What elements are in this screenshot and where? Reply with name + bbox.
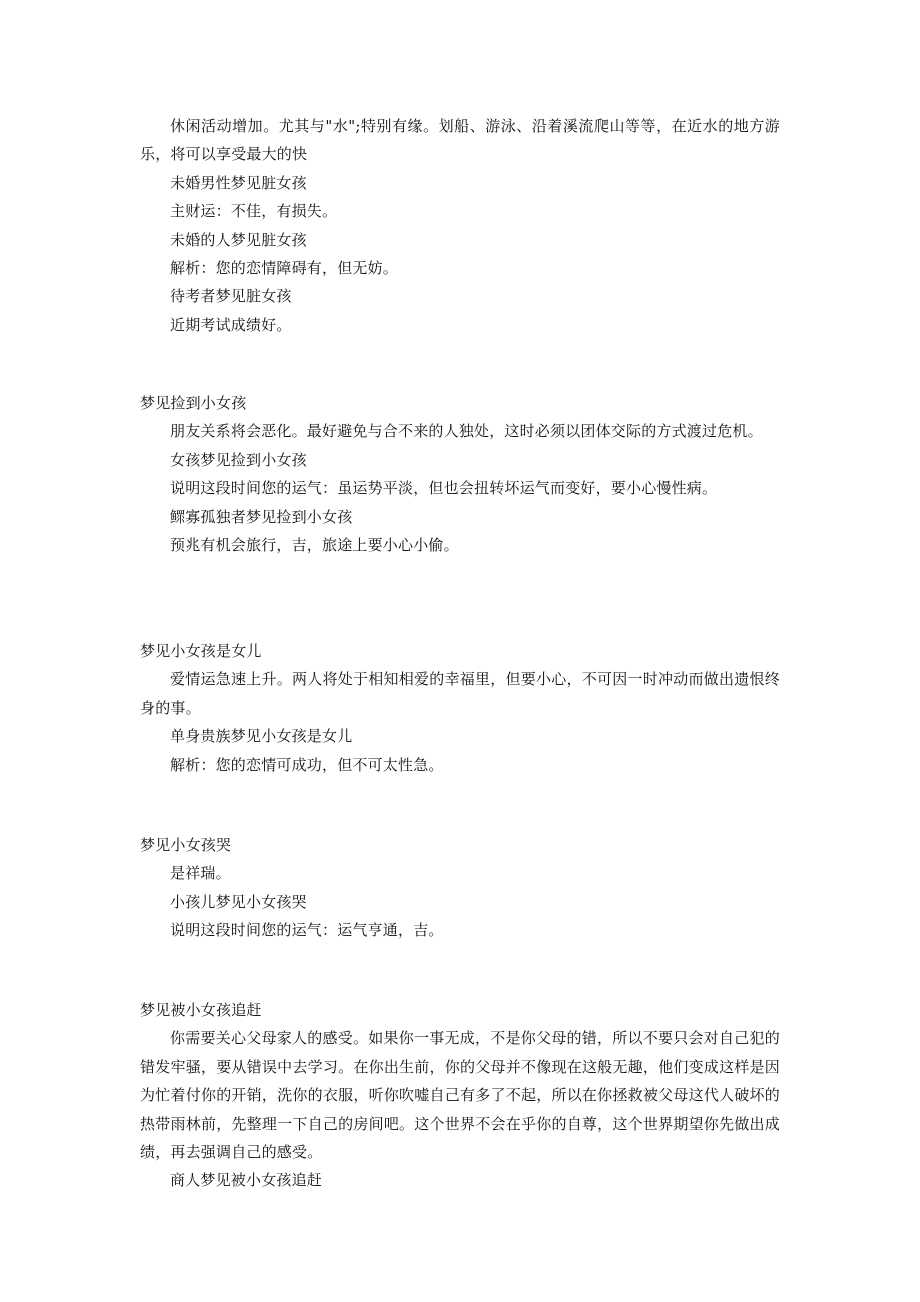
paragraph: 商人梦见被小女孩追赶 — [170, 1171, 323, 1190]
section-girl-is-daughter — [140, 637, 780, 779]
paragraph: 未婚的人梦见脏女孩 — [170, 230, 307, 249]
paragraph: 单身贵族梦见小女孩是女儿 — [170, 727, 353, 746]
paragraph: 待考者梦见脏女孩 — [170, 287, 292, 306]
section-chased-by-girl — [140, 996, 780, 1195]
paragraph: 朋友关系将会恶化。最好避免与合不来的人独处，这时必须以团体交际的方式渡过危机。 — [170, 422, 763, 441]
paragraph: 说明这段时间您的运气：运气亨通，吉。 — [170, 921, 444, 940]
section-heading: 梦见小女孩哭 — [140, 836, 232, 854]
section-heading: 梦见小女孩是女儿 — [140, 642, 262, 660]
section-heading: 梦见捡到小女孩 — [140, 394, 247, 412]
paragraph: 爱情运急速上升。两人将处于相知相爱的幸福里，但要小心，不可因一时冲动而做出遗恨终身的事。 — [140, 670, 780, 717]
paragraph: 解析：您的恋情可成功，但不可太性急。 — [170, 755, 444, 774]
paragraph: 鳏寡孤独者梦见捡到小女孩 — [170, 507, 353, 526]
paragraph: 近期考试成绩好。 — [170, 315, 292, 334]
paragraph: 休闲活动增加。尤其与"水";特别有缘。划船、游泳、沿着溪流爬山等等，在近水的地方游乐，将可以享受最大的快 — [140, 117, 780, 164]
section-heading: 梦见被小女孩追赶 — [140, 1001, 262, 1019]
paragraph: 说明这段时间您的运气：虽运势平淡，但也会扭转坏运气而变好，要小心慢性病。 — [170, 479, 718, 498]
paragraph: 你需要关心父母家人的感受。如果你一事无成，不是你父母的错，所以不要只会对自己犯的错发牢骚，要从错误中去学习。在你出生前，你的父母并不像现在这般无趣，他们变成这样是因为忙着付你的开销，洗你的衣服，听你吹嘘自己有多了不起，所以在你拯救被父母这代人破坏的热带雨林前，先整理一下自己的房间吧。这个世界不会在乎你的自尊，这个世界期望你先做出成绩，再去强调自己的感受。 — [140, 1029, 780, 1162]
paragraph: 未婚男性梦见脏女孩 — [170, 173, 307, 192]
paragraph: 小孩儿梦见小女孩哭 — [170, 892, 307, 911]
paragraph: 预兆有机会旅行，吉，旅途上要小心小偷。 — [170, 536, 459, 555]
paragraph: 是祥瑞。 — [170, 864, 231, 883]
section-pick-up-girl — [140, 389, 780, 559]
section-dirty-girl — [140, 112, 780, 339]
section-girl-crying — [140, 831, 780, 945]
paragraph: 解析：您的恋情障碍有，但无妨。 — [170, 259, 399, 278]
paragraph: 主财运：不佳，有损失。 — [170, 202, 338, 221]
paragraph: 女孩梦见捡到小女孩 — [170, 450, 307, 469]
